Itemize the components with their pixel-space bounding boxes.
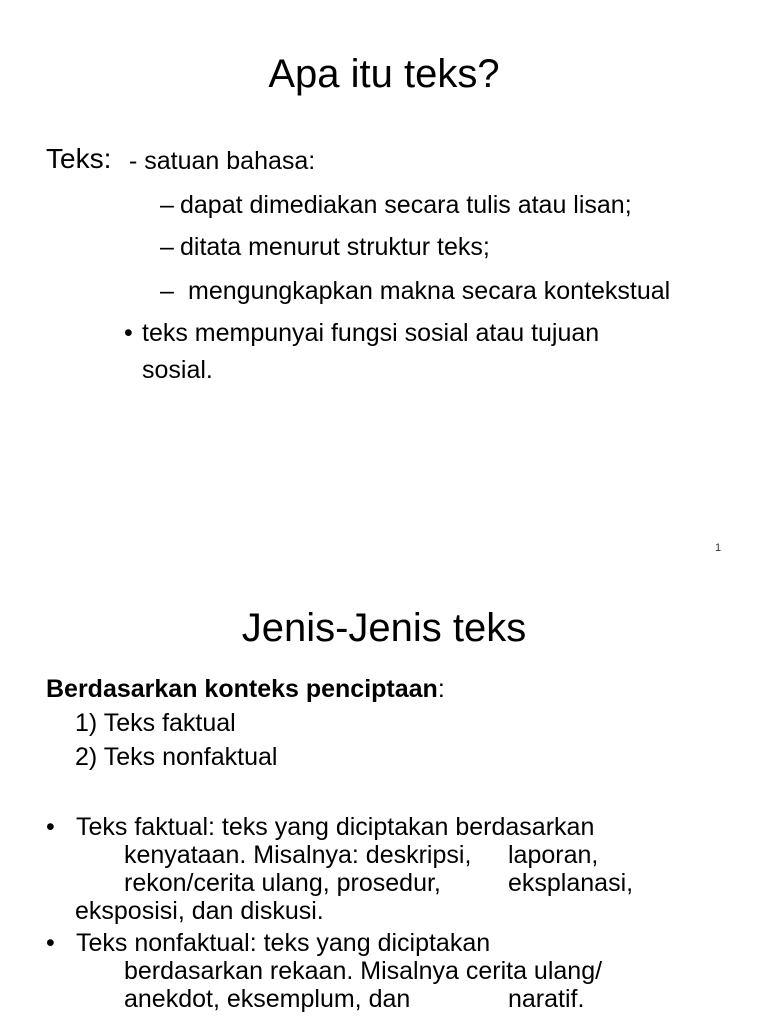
bullet-faktual-line4: eksposisi, dan diskusi.: [75, 897, 324, 925]
bullet-faktual-line2b: laporan,: [508, 841, 599, 869]
bullet-marker: •: [46, 929, 55, 957]
dash-item-3-text: mengungkapkan makna secara kontekstual: [188, 277, 671, 305]
dash-item-2: [160, 232, 490, 262]
numbered-item-1: 1) Teks faktual: [75, 709, 236, 737]
bullet-marker: •: [46, 813, 55, 841]
bullet-teks-nonfaktual: [46, 928, 490, 958]
slide-2-title: Jenis-Jenis teks: [241, 606, 527, 650]
bullet-faktual-line1: Teks faktual: teks yang diciptakan berdasarkan: [76, 813, 595, 841]
dash-marker: –: [160, 277, 174, 305]
teks-label: Teks:: [46, 143, 112, 174]
dash-item-2-text: ditata menurut struktur teks;: [180, 233, 490, 261]
numbered-item-2: 2) Teks nonfaktual: [75, 743, 278, 771]
dash-item-1-text: dapat dimediakan secara tulis atau lisan;: [180, 191, 632, 219]
bullet-fungsi-sosial: [124, 318, 599, 348]
bullet-marker: •: [124, 319, 133, 347]
bullet-fungsi-line2: sosial.: [142, 356, 213, 384]
dash-item-1: [160, 190, 632, 220]
dash-marker: –: [160, 191, 174, 219]
bullet-faktual-line3a: rekon/cerita ulang, prosedur,: [124, 869, 441, 897]
section-heading-colon: :: [437, 675, 445, 703]
section-heading-bold: Berdasarkan konteks penciptaan: [46, 675, 438, 703]
slide-1-title: Apa itu teks?: [268, 52, 500, 96]
section-heading: [46, 674, 445, 704]
bullet-nonfaktual-line2: berdasarkan rekaan. Misalnya cerita ulang/: [124, 957, 603, 985]
bullet-teks-faktual: [46, 812, 594, 842]
dash-item-3: [160, 276, 670, 306]
bullet-nonfaktual-line3b: naratif.: [508, 985, 585, 1013]
teks-definition: - satuan bahasa:: [129, 147, 316, 175]
bullet-faktual-line2a: kenyataan. Misalnya: deskripsi,: [124, 841, 472, 869]
bullet-nonfaktual-line3a: anekdot, eksemplum, dan: [124, 985, 411, 1013]
bullet-nonfaktual-line1: Teks nonfaktual: teks yang diciptakan: [76, 929, 491, 957]
page-number: 1: [715, 542, 722, 554]
bullet-fungsi-line1: teks mempunyai fungsi sosial atau tujuan: [142, 319, 600, 347]
slide-2: [0, 576, 768, 1024]
dash-marker: –: [160, 233, 174, 261]
bullet-faktual-line3b: eksplanasi,: [508, 869, 634, 897]
